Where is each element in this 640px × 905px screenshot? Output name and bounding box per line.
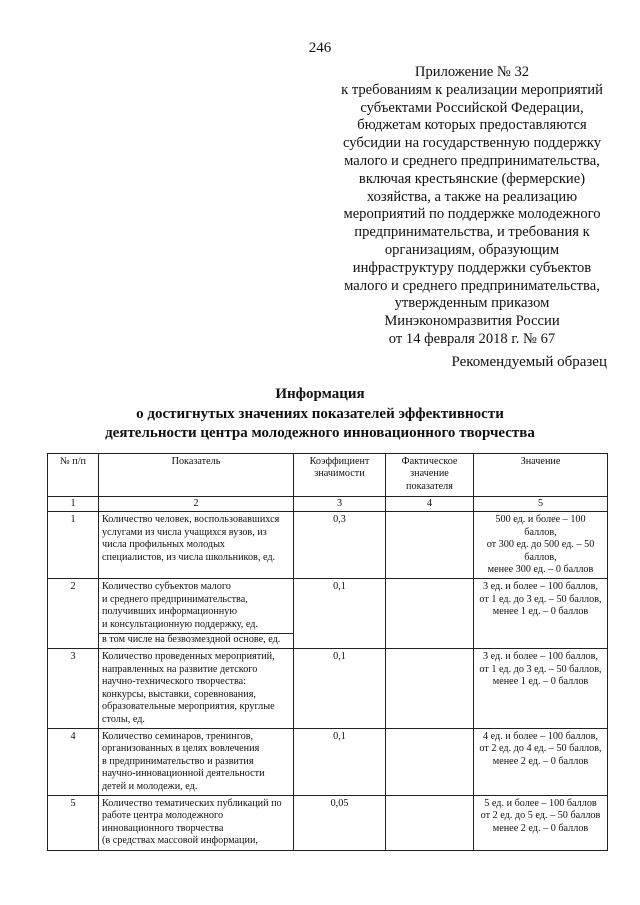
value-line: менее 300 ед. – 0 баллов: [487, 564, 594, 576]
appendix-block: [322, 64, 622, 349]
indicator-line: числа профильных молодых: [102, 539, 226, 551]
indicator-line: получивших информационную: [102, 606, 237, 618]
value-line: 5 ед. и более – 100 баллов: [484, 797, 597, 809]
appendix-line: мероприятий по поддержке молодежного: [343, 206, 601, 223]
value-cell: [474, 728, 608, 795]
coefficient-cell: 0,1: [294, 649, 386, 728]
column-number: 1: [48, 497, 99, 512]
coefficient-cell: 0,05: [294, 795, 386, 850]
heading-subtitle-2: деятельности центра молодежного инновационного творчества: [105, 425, 535, 441]
value-line: от 1 ед. до 3 ед. – 50 баллов,: [479, 663, 602, 675]
actual-value-cell: [386, 649, 474, 728]
indicator-cell: [99, 579, 294, 649]
column-number: 5: [474, 497, 608, 512]
appendix-line: инфраструктуру поддержки субъектов: [352, 259, 592, 276]
actual-value-cell: [386, 795, 474, 850]
value-line: от 300 ед. до 500 ед. – 50: [486, 539, 595, 551]
indicator-line: и среднего предпринимательства,: [102, 593, 248, 605]
indicator-line: организованных в целях вовлечения: [102, 743, 260, 755]
coefficient-cell: 0,3: [294, 512, 386, 579]
row-number: 1: [48, 512, 99, 579]
value-line: 4 ед. и более – 100 баллов,: [482, 730, 598, 742]
heading-subtitle-1: о достигнутых значениях показателей эффективности: [136, 405, 504, 422]
column-number-row: [48, 497, 608, 512]
table-row: [48, 649, 608, 728]
indicator-cell: [99, 512, 294, 579]
indicator-line: детей и молодежи, ед.: [102, 780, 198, 792]
value-line: менее 2 ед. – 0 баллов: [492, 755, 589, 767]
value-line: менее 2 ед. – 0 баллов: [492, 822, 589, 834]
value-cell: [474, 512, 608, 579]
heading-title: Информация: [275, 386, 365, 402]
indicator-line: специалистов, из числа школьников, ед.: [102, 551, 276, 563]
header-coef: Коэффициент значимости: [294, 454, 386, 497]
indicator-line: Количество человек, воспользовавшихся: [102, 514, 280, 526]
indicator-line: Количество проведенных мероприятий,: [102, 651, 275, 663]
coefficient-cell: 0,1: [294, 579, 386, 649]
value-line: 500 ед. и более – 100: [495, 514, 586, 526]
value-line: от 2 ед. до 4 ед. – 50 баллов,: [479, 743, 602, 755]
appendix-line: к требованиям к реализации мероприятий: [341, 81, 603, 98]
appendix-line: предпринимательства, и требования к: [354, 224, 590, 241]
value-line: баллов,: [524, 551, 557, 563]
value-cell: [474, 579, 608, 649]
column-number: 4: [386, 497, 474, 512]
actual-value-cell: [386, 512, 474, 579]
indicator-line: научно-инновационной деятельности: [102, 768, 265, 780]
actual-value-cell: [386, 728, 474, 795]
value-line: от 2 ед. до 5 ед. – 50 баллов: [480, 810, 601, 822]
indicator-line: услугами из числа учащихся вузов, из: [102, 526, 267, 538]
appendix-title: Приложение № 32: [414, 64, 530, 80]
actual-value-cell: [386, 579, 474, 649]
indicator-cell: [99, 649, 294, 728]
appendix-line: субсидии на государственную поддержку: [342, 135, 602, 152]
appendix-line: от 14 февраля 2018 г. № 67: [388, 330, 556, 347]
header-actual: Фактическое значение показателя: [386, 454, 474, 497]
row-number: 4: [48, 728, 99, 795]
appendix-line: субъектами Российской Федерации,: [360, 99, 584, 116]
indicator-line: образовательные мероприятия, круглые: [102, 701, 275, 713]
value-line: баллов,: [524, 526, 557, 538]
value-cell: [474, 649, 608, 728]
indicator-line: и консультационную поддержку, ед.: [102, 618, 258, 630]
indicator-line: в предпринимательство и развития: [102, 755, 254, 767]
appendix-line: малого и среднего предпринимательства,: [344, 277, 600, 294]
value-line: 3 ед. и более – 100 баллов,: [482, 651, 598, 663]
table-row: [48, 728, 608, 795]
row-number: 2: [48, 579, 99, 649]
indicator-cell: [99, 728, 294, 795]
row-number: 5: [48, 795, 99, 850]
indicator-line: Количество тематических публикаций по: [102, 797, 282, 809]
indicator-line: Количество семинаров, тренингов,: [102, 730, 254, 742]
indicator-subline: в том числе на безвозмездной основе, ед.: [99, 633, 293, 646]
document-heading: [0, 385, 640, 444]
appendix-line: хозяйства, а также на реализацию: [366, 188, 578, 205]
appendix-line: малого и среднего предпринимательства,: [344, 152, 600, 169]
table-row: [48, 795, 608, 850]
indicator-line: направленных на развитие детского: [102, 663, 258, 675]
indicator-line: столы, ед.: [102, 713, 145, 725]
column-number: 3: [294, 497, 386, 512]
indicator-line: инновационного творчества: [102, 822, 224, 834]
column-number: 2: [99, 497, 294, 512]
appendix-line: организациям, образующим: [384, 241, 560, 258]
header-indicator: Показатель: [99, 454, 294, 497]
value-cell: [474, 795, 608, 850]
appendix-line: включая крестьянские (фермерские): [358, 170, 586, 187]
value-line: менее 1 ед. – 0 баллов: [492, 676, 589, 688]
table-row: [48, 579, 608, 649]
indicator-line: конкурсы, выставки, соревнования,: [102, 688, 256, 700]
table-header-row: [48, 454, 608, 497]
value-line: 3 ед. и более – 100 баллов,: [482, 581, 598, 593]
indicator-cell: [99, 795, 294, 850]
indicators-table: [47, 453, 608, 851]
value-line: менее 1 ед. – 0 баллов: [492, 606, 589, 618]
appendix-line: бюджетам которых предоставляются: [357, 117, 587, 134]
coefficient-cell: 0,1: [294, 728, 386, 795]
header-value: Значение: [474, 454, 608, 497]
indicator-line: работе центра молодежного: [102, 810, 224, 822]
appendix-line: Минэкономразвития России: [384, 313, 560, 330]
indicator-line: научно-технического творчества:: [102, 676, 246, 688]
table-row: [48, 512, 608, 579]
page-number: 246: [308, 40, 332, 56]
row-number: 3: [48, 649, 99, 728]
indicator-line: Количество субъектов малого: [102, 581, 231, 593]
sample-label: Рекомендуемый образец: [451, 354, 607, 370]
appendix-line: утвержденным приказом: [394, 295, 550, 312]
header-num: № п/п: [48, 454, 99, 497]
value-line: от 1 ед. до 3 ед. – 50 баллов,: [479, 593, 602, 605]
indicator-line: (в средствах массовой информации,: [102, 835, 258, 847]
